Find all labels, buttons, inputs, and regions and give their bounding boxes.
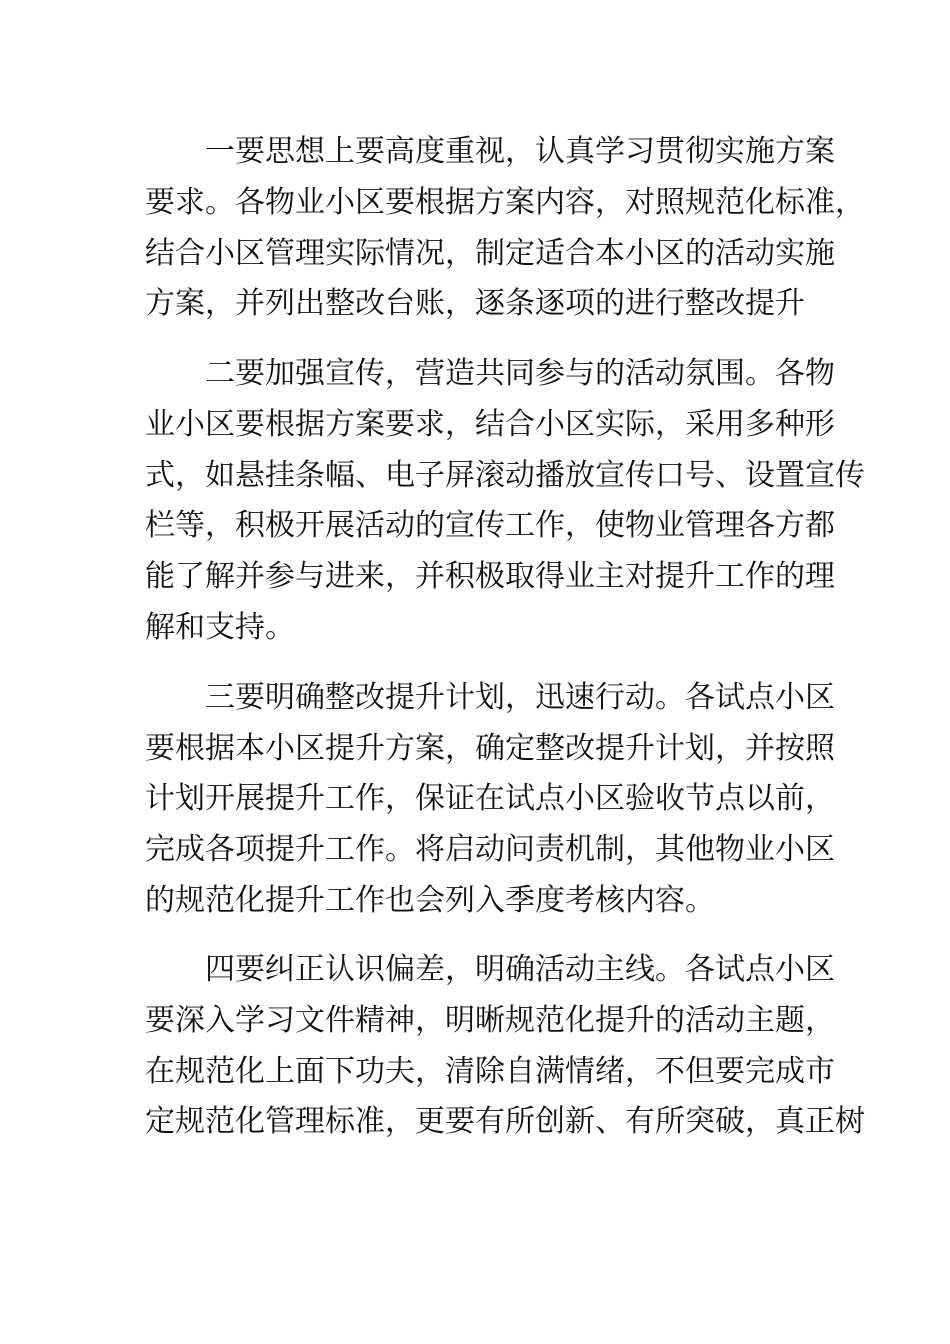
paragraph-3-line-5: 的规范化提升工作也会列入季度考核内容。 <box>145 883 715 918</box>
paragraph-4-line-1: 四要纠正认识偏差，明确活动主线。各试点小区 <box>205 952 835 987</box>
paragraph-4-line-4: 定规范化管理标准，更要有所创新、有所突破，真正树 <box>145 1104 865 1139</box>
paragraph-2-line-5: 能了解并参与进来，并积极取得业主对提升工作的理 <box>145 559 835 594</box>
paragraph-1-line-3: 结合小区管理实际情况，制定适合本小区的活动实施 <box>145 236 835 271</box>
paragraph-1-line-2: 要求。各物业小区要根据方案内容，对照规范化标准， <box>145 185 865 220</box>
paragraph-1-line-1: 一要思想上要高度重视，认真学习贯彻实施方案 <box>205 134 835 169</box>
paragraph-3-line-2: 要根据本小区提升方案，确定整改提升计划，并按照 <box>145 731 835 766</box>
paragraph-2-line-1: 二要加强宣传，营造共同参与的活动氛围。各物 <box>205 356 835 391</box>
paragraph-4-line-2: 要深入学习文件精神，明晰规范化提升的活动主题， <box>145 1003 835 1038</box>
paragraph-2-line-4: 栏等，积极开展活动的宣传工作，使物业管理各方都 <box>145 508 835 543</box>
paragraph-2-line-3: 式，如悬挂条幅、电子屏滚动播放宣传口号、设置宣传 <box>145 458 865 493</box>
paragraph-3-line-3: 计划开展提升工作，保证在试点小区验收节点以前， <box>145 781 835 816</box>
paragraph-4-line-3: 在规范化上面下功夫，清除自满情绪，不但要完成市 <box>145 1054 835 1089</box>
paragraph-2-line-6: 解和支持。 <box>145 610 295 645</box>
paragraph-2-line-2: 业小区要根据方案要求，结合小区实际，采用多种形 <box>145 407 835 442</box>
paragraph-3-line-1: 三要明确整改提升计划，迅速行动。各试点小区 <box>205 680 835 715</box>
paragraph-1-line-4: 方案，并列出整改台账，逐条逐项的进行整改提升 <box>145 286 805 321</box>
paragraph-3-line-4: 完成各项提升工作。将启动问责机制，其他物业小区 <box>145 832 835 867</box>
